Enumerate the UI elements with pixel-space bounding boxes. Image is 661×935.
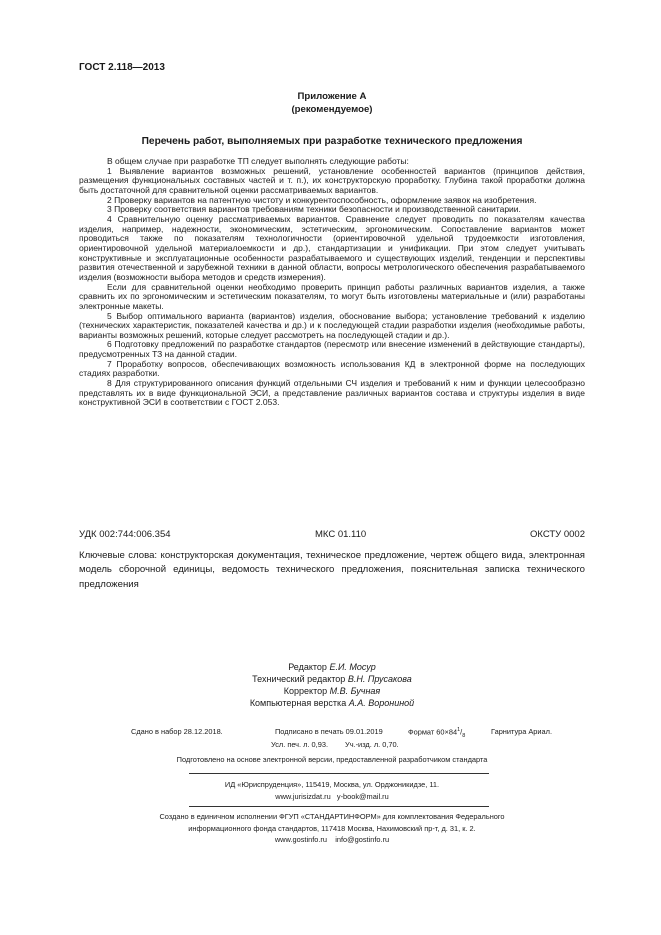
creator-site[interactable]: www.gostinfo.ru xyxy=(274,835,327,845)
creator-line-1: Создано в единичном исполнении ФГУП «СТАНДАРТИНФОРМ» для комплектования Федерального xyxy=(159,812,505,821)
signed-date: Подписано в печать 09.01.2019 xyxy=(275,727,383,736)
publisher-block xyxy=(79,779,585,802)
divider xyxy=(189,773,489,774)
staff-proofreader: Корректор М.В. Бучная xyxy=(283,685,381,696)
keywords-text: Ключевые слова: конструкторская документация, техническое предложение, чертеж общего вида, электронная модель сборочной единицы, ведомость технического предложения, пояснительная записка технического предложения xyxy=(79,550,585,590)
publisher-contacts xyxy=(79,791,585,803)
staff-editor: Редактор Е.И. Мосур xyxy=(288,662,376,672)
body-text xyxy=(79,157,585,408)
annex-status: (рекомендуемое) xyxy=(291,104,373,115)
staff-layout: Компьютерная верстка А.А. Ворониной xyxy=(249,697,415,708)
annex-title: Приложение А xyxy=(297,91,367,102)
staff-tech-editor: Технический редактор В.Н. Прусакова xyxy=(252,673,412,684)
keywords-block xyxy=(79,549,585,592)
udk-code: УДК 002:744:006.354 xyxy=(79,529,171,540)
mks-code: МКС 01.110 xyxy=(315,529,367,540)
paragraph-3: 3 Проверку соответствия вариантов требованиям техники безопасности и производственной санитарии. xyxy=(107,204,521,215)
paragraph-1: 1 Выявление вариантов возможных решений, установление особенностей вариантов (принципов действия, размещения функциональных составных частей и т. п.), их конструкторскую проработку. Глубина такой проработки должна быть достаточной для сравнительной оценки рассматриваемых вариантов. xyxy=(79,165,585,195)
paper-format: Формат $60\times 84^1/_8$ xyxy=(408,727,466,739)
paragraph-4: 4 Сравнительную оценку рассматриваемых вариантов. Сравнение следует проводить по показателям качества изделия, например, надежности, экономическим, эстетическим, эргономическим. Сопоставление вариантов может проводиться также по показателям технологичности (ориентировочной удельной трудоемкости изготовления, ориентировочной удельной материалоемкости и др.), стандартизации и унификации. При этом следует учитывать конструктивные и эксплуатационные особенности разрабатываемого и существующих изделий, тенденции и перспективы развития отечественной и зарубежной техники в данной области, вопросы метрологического обеспечения разрабатываемого изделия (возможности выбора методов и средств измерения). xyxy=(79,213,585,282)
creator-contacts xyxy=(79,834,585,846)
publisher-site[interactable]: www.jurisizdat.ru xyxy=(275,791,331,801)
prepared-note: Подготовлено на основе электронной версии, предоставленной разработчиком стандарта xyxy=(176,755,488,764)
paragraph-6: 6 Подготовку предложений по разработке стандартов (пересмотр или внесение изменений в действующие стандарты), предусмотренных ТЗ на данной стадии. xyxy=(79,339,585,360)
standard-header: ГОСТ 2.118—2013 xyxy=(79,62,165,73)
print-sheets: Усл. печ. л. 0,93. xyxy=(271,740,328,749)
creator-line-2: информационного фонда стандартов, 117418 Москва, Нахимовский пр-т, д. 31, к. 2. xyxy=(188,823,476,833)
section-title: Перечень работ, выполняемых при разработке технического предложения xyxy=(141,136,523,147)
paragraph-intro: В общем случае при разработке ТП следует выполнять следующие работы: xyxy=(107,156,409,166)
publisher-email[interactable]: y-book@mail.ru xyxy=(336,791,389,801)
edit-sheets: Уч.-изд. л. 0,70. xyxy=(345,740,399,749)
paragraph-7: 7 Проработку вопросов, обеспечивающих возможность использования КД в электронной форме на последующих стадиях разработки. xyxy=(79,358,585,379)
creator-block xyxy=(79,811,585,846)
paragraph-5: 5 Выбор оптимального варианта (вариантов) изделия, обоснование выбора; установление требований к изделию (технических характеристик, показателей качества и др.) и к последующей стадии разработки изделия (необходимые работы, варианты возможных решений, которые следует рассмотреть на последующей стадии и др.). xyxy=(79,310,585,340)
typeface: Гарнитура Ариал. xyxy=(491,727,553,736)
paragraph-8: 8 Для структурированного описания функций отдельными СЧ изделия и требований к ним и функции целесообразно представлять их в виде функциональной ЭСИ, а представление различных вариантов состава и структуры изделия в виде конструктивной ЭСИ в соответствии с ГОСТ 2.053. xyxy=(79,378,585,408)
creator-email[interactable]: info@gostinfo.ru xyxy=(335,835,390,845)
publisher-address: ИД «Юриспруденция», 115419, Москва, ул. Орджоникидзе, 11. xyxy=(224,780,440,789)
paragraph-2: 2 Проверку вариантов на патентную чистоту и конкурентоспособность, оформление заявок на изобретения. xyxy=(107,194,537,205)
okstu-code: ОКСТУ 0002 xyxy=(530,529,585,540)
staff-credits xyxy=(79,662,585,710)
divider xyxy=(189,806,489,807)
paragraph-4-note: Если для сравнительной оценки необходимо проверить принцип работы различных вариантов изделия, а также сравнить их по эргономическим и эстетическим показателям, то могут быть изготовлены материальные и (или) разработаны электронные макеты. xyxy=(79,281,585,311)
submitted-date: Сдано в набор 28.12.2018. xyxy=(131,727,223,736)
